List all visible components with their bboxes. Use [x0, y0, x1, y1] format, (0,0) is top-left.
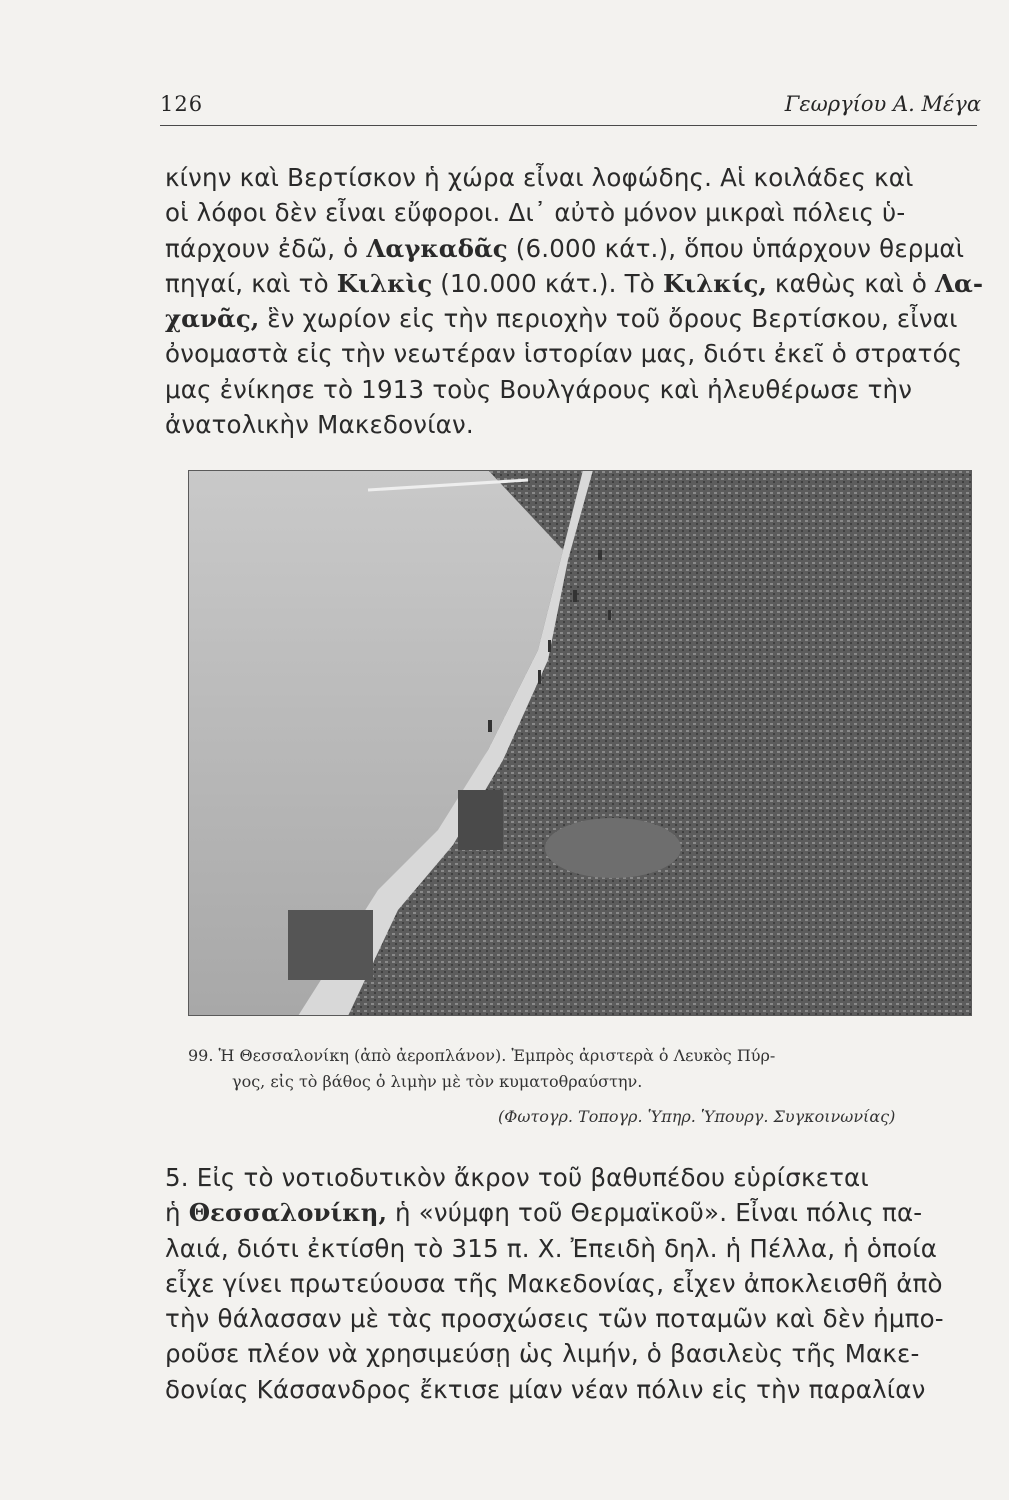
paragraph-thessaloniki [165, 1160, 985, 1407]
place-name: Θεσσαλονίκη, [188, 1198, 388, 1228]
text-line: ἡ Θεσσαλονίκη, ἡ «νύμφη τοῦ Θερμαϊκοῦ». Εἶναι πόλις πα- [165, 1198, 923, 1228]
place-name: Λα- [935, 268, 984, 298]
page-number: 126 [160, 92, 204, 116]
text-line: 5. Εἰς τὸ νοτιοδυτικὸν ἄκρον τοῦ βαθυπέδου εὑρίσκεται [165, 1163, 869, 1192]
text-line: πάρχουν ἐδῶ, ὁ Λαγκαδᾶς (6.000 κάτ.), ὅπου ὑπάρχουν θερμαὶ [165, 233, 965, 263]
figure-caption-line-1: 99. Ἡ Θεσσαλονίκη (ἀπὸ ἀεροπλάνον). Ἐμπρὸς ἀριστερὰ ὁ Λευκὸς Πύρ- [188, 1046, 776, 1065]
header-rule [160, 125, 977, 126]
text-line: δονίας Κάσσανδρος ἔκτισε μίαν νέαν πόλιν εἰς τὴν παραλίαν [165, 1374, 926, 1404]
figure-caption-line-2: γος, εἰς τὸ βάθος ὁ λιμὴν μὲ τὸν κυματοθραύστην. [232, 1072, 643, 1091]
text-line: μας ἐνίκησε τὸ 1913 τοὺς Βουλγάρους καὶ ἠλευθέρωσε τὴν [165, 374, 913, 404]
text-line: κίνην καὶ Βερτίσκον ἡ χώρα εἶναι λοφώδης. Αἱ κοιλάδες καὶ [165, 163, 914, 192]
text-line: πηγαί, καὶ τὸ Κιλκὶς (10.000 κάτ.). Τὸ Κιλκίς, καθὼς καὶ ὁ Λα- [165, 268, 984, 298]
text-line: ὀνομαστὰ εἰς τὴν νεωτέραν ἱστορίαν μας, διότι ἐκεῖ ὁ στρατός [165, 339, 963, 369]
place-name: Λαγκαδᾶς [366, 233, 508, 263]
text-line: χανᾶς, ἓν χωρίον εἰς τὴν περιοχὴν τοῦ ὄρους Βερτίσκου, εἶναι [165, 304, 958, 334]
aerial-photo-thessaloniki [188, 470, 972, 1016]
place-name: Κιλκὶς [336, 268, 433, 298]
text-line: ροῦσε πλέον νὰ χρησιμεύσῃ ὡς λιμήν, ὁ βασιλεὺς τῆς Μακε- [165, 1339, 920, 1369]
place-name: Κιλκίς, [662, 268, 767, 298]
aerial-photo-drawing [188, 470, 972, 1016]
text-line: λαιά, διότι ἐκτίσθη τὸ 315 π. Χ. Ἐπειδὴ δηλ. ἡ Πέλλα, ἡ ὁποία [165, 1233, 938, 1263]
paragraph-kilkis [165, 160, 985, 442]
text-line: ἀνατολικὴν Μακεδονίαν. [165, 410, 474, 440]
text-line: τὴν θάλασσαν μὲ τὰς προσχώσεις τῶν ποταμῶν καὶ δὲν ἠμπο- [165, 1304, 944, 1334]
photo-credit: (Φωτογρ. Τοπογρ. Ὑπηρ. Ὑπουργ. Συγκοινωνίας) [498, 1107, 896, 1126]
text-line: εἶχε γίνει πρωτεύουσα τῆς Μακεδονίας, εἶχεν ἀποκλεισθῆ ἀπὸ [165, 1268, 943, 1298]
place-name: χανᾶς, [165, 304, 260, 334]
text-line: οἱ λόφοι δὲν εἶναι εὔφοροι. Δι᾿ αὐτὸ μόνον μικραὶ πόλεις ὑ- [165, 198, 906, 228]
author-name: Γεωργίου Α. Μέγα [784, 92, 981, 116]
running-head [160, 92, 981, 126]
